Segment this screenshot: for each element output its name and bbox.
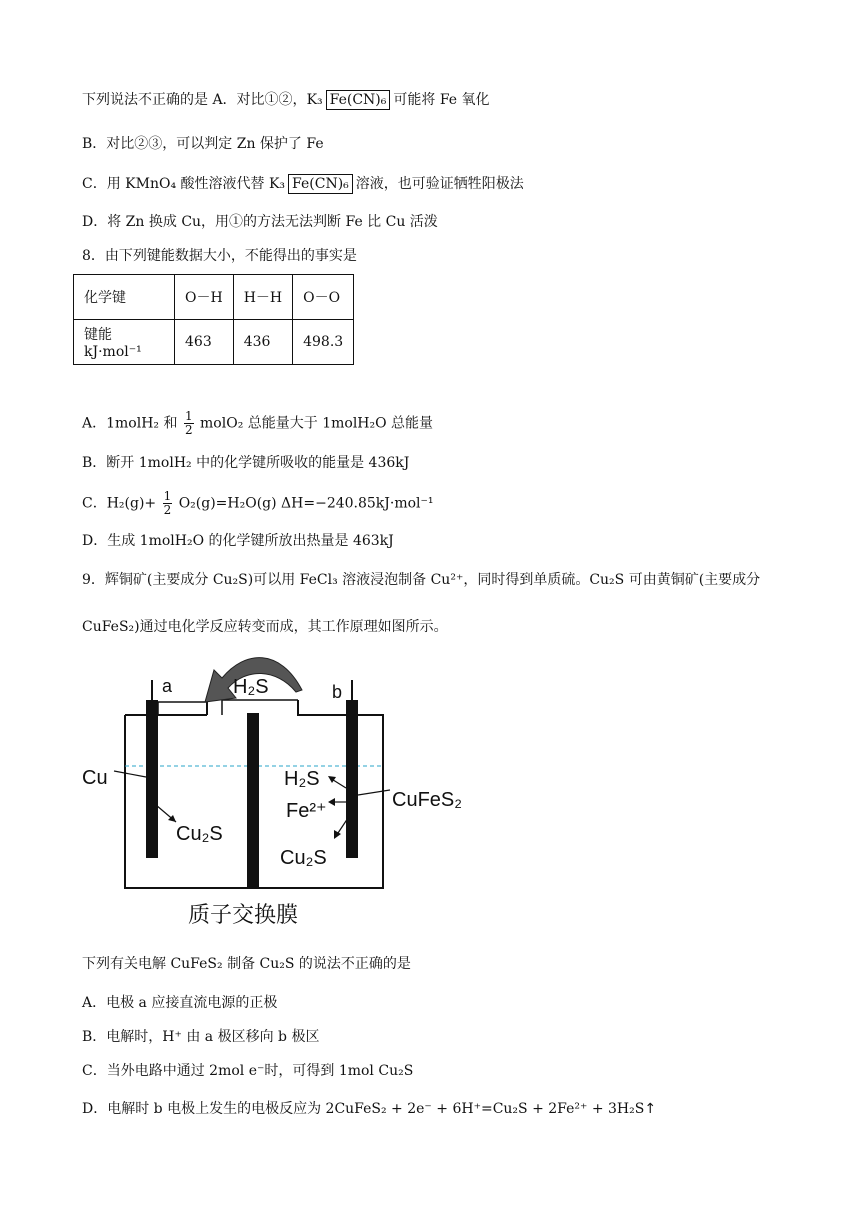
label-cu2s-right: Cu₂S	[280, 847, 327, 869]
arrowhead-icon	[334, 830, 341, 839]
label-fe2: Fe²⁺	[286, 800, 327, 822]
electrode-a	[146, 700, 158, 858]
bond-energy-table	[73, 274, 354, 365]
table-header-cell: O－O	[293, 275, 354, 320]
vessel-lid-left	[158, 702, 207, 715]
table-cell: 436	[233, 320, 292, 365]
q8-option-d: D．生成 1molH₂O 的化学键所放出热量是 463kJ	[82, 533, 394, 549]
diagram-caption: 质子交换膜	[188, 902, 299, 927]
arrowhead-icon	[328, 798, 335, 806]
q9-question: 下列有关电解 CuFeS₂ 制备 Cu₂S 的说法不正确的是	[82, 956, 411, 972]
q8-option-a-head: A．1molH₂ 和	[82, 415, 178, 432]
q7-intro: 下列说法不正确的是 A．对比①②，	[82, 92, 307, 108]
q7-option-c-head: C．用 KMnO₄ 酸性溶液代替 K₃	[82, 176, 286, 192]
label-a: a	[162, 676, 173, 696]
table-header-cell: H－H	[233, 275, 292, 320]
label-cufes2: CuFeS₂	[392, 789, 463, 811]
q9-option-b: B．电解时，H⁺ 由 a 极区移向 b 极区	[82, 1029, 320, 1045]
q8-option-a	[82, 410, 433, 437]
q9-option-c: C．当外电路中通过 2mol e⁻时，可得到 1mol Cu₂S	[82, 1063, 414, 1079]
q9-option-d	[82, 1099, 656, 1119]
fraction	[184, 410, 194, 437]
q7-option-d: D．将 Zn 换成 Cu，用①的方法无法判断 Fe 比 Cu 活泼	[82, 214, 438, 230]
q7-intro-tail: 可能将 Fe 氧化	[393, 92, 490, 108]
fraction	[163, 490, 173, 517]
fraction-denominator: 2	[163, 503, 172, 517]
table-cell: 498.3	[293, 320, 354, 365]
table-row	[74, 275, 354, 320]
gas-outlet	[222, 700, 298, 715]
table-header-cell: 化学键	[74, 275, 175, 320]
table-header-cell: O－H	[175, 275, 234, 320]
cufes2-pointer-line	[358, 790, 390, 795]
label-h2s-right: H₂S	[284, 768, 320, 790]
fraction-denominator: 2	[184, 423, 193, 437]
q9-stem-line1: 9．辉铜矿(主要成分 Cu₂S)可以用 FeCl₃ 溶液浸泡制备 Cu²⁺，同时得到单质硫。Cu₂S 可由黄铜矿(主要成分	[82, 572, 761, 588]
q7-option-c	[82, 174, 524, 194]
label-b: b	[332, 682, 343, 702]
q8-option-b: B．断开 1molH₂ 中的化学键所吸收的能量是 436kJ	[82, 455, 410, 471]
q9-option-a: A．电极 a 应接直流电源的正极	[82, 995, 278, 1011]
k3-formula: K₃	[306, 92, 323, 108]
cu-pointer-line	[114, 771, 146, 777]
label-h2s-top: H₂S	[233, 676, 269, 698]
label-cu2s-left: Cu₂S	[176, 823, 223, 845]
q8-option-c	[82, 490, 434, 517]
electrode-b	[346, 700, 358, 858]
label-cu: Cu	[82, 767, 108, 789]
q8-option-c-tail: O₂(g)=H₂O(g) ΔH=−240.85kJ·mol⁻¹	[178, 495, 434, 512]
q7-option-c-tail: 溶液，也可验证牺牲阳极法	[355, 176, 524, 192]
fecn-bracket-c: Fe(CN)₆	[288, 174, 353, 194]
proton-exchange-membrane	[247, 713, 259, 889]
fecn-bracket: Fe(CN)₆	[326, 90, 391, 110]
table-row-label: 键能 kJ·mol⁻¹	[74, 320, 175, 365]
up-arrow-icon: ↑	[644, 1101, 657, 1117]
q7-intro-line	[82, 90, 490, 110]
q8-stem: 8．由下列键能数据大小，不能得出的事实是	[82, 248, 357, 264]
q9-option-d-text: D．电解时 b 电极上发生的电极反应为 2CuFeS₂ + 2e⁻ + 6H⁺=Cu₂S + 2Fe²⁺ + 3H₂S	[82, 1101, 645, 1117]
q9-stem-line2: CuFeS₂)通过电化学反应转变而成，其工作原理如图所示。	[82, 619, 448, 635]
table-cell: 463	[175, 320, 234, 365]
q8-option-c-head: C．H₂(g)+	[82, 495, 157, 512]
q8-option-a-tail: molO₂ 总能量大于 1molH₂O 总能量	[200, 415, 434, 432]
electrolysis-diagram	[70, 640, 490, 930]
fraction-numerator: 1	[184, 409, 193, 423]
table-row	[74, 320, 354, 365]
q7-option-b: B．对比②③，可以判定 Zn 保护了 Fe	[82, 136, 324, 152]
arrowhead-icon	[328, 776, 336, 783]
fraction-numerator: 1	[163, 489, 172, 503]
